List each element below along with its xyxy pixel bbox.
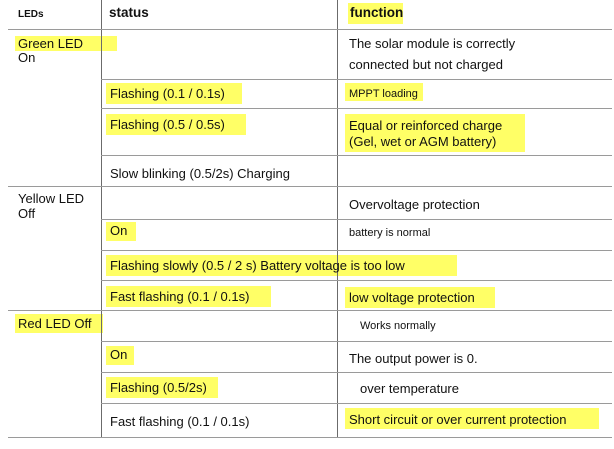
- status-cell: Flashing slowly (0.5 / 2 s) Battery voltage is too low: [110, 258, 405, 273]
- row-rule: [101, 341, 612, 342]
- row-rule: [101, 372, 612, 373]
- status-cell: Fast flashing (0.1 / 0.1s): [110, 414, 250, 429]
- status-cell: Flashing (0.1 / 0.1s): [110, 86, 225, 101]
- status-cell: Fast flashing (0.1 / 0.1s): [110, 289, 250, 304]
- group-rule: [8, 310, 612, 311]
- header-rule: [8, 29, 612, 30]
- group-rule: [8, 186, 612, 187]
- row-rule: [101, 250, 612, 251]
- row-rule: [101, 219, 612, 220]
- row-rule: [101, 79, 612, 80]
- function-cell: Works normally: [360, 320, 436, 332]
- row-rule: [101, 108, 612, 109]
- header-function: function: [350, 5, 404, 20]
- function-cell: (Gel, wet or AGM battery): [349, 134, 497, 149]
- function-cell: over temperature: [360, 381, 459, 396]
- status-cell: On: [110, 347, 128, 362]
- red-led-label: Red LED Off: [18, 316, 92, 331]
- table-bottom-rule: [8, 437, 612, 438]
- status-cell: Slow blinking (0.5/2s) Charging: [110, 166, 290, 181]
- status-cell: Flashing (0.5/2s): [110, 380, 207, 395]
- yellow-led-state: Off: [18, 206, 36, 221]
- function-cell: Short circuit or over current protection: [349, 412, 567, 427]
- function-cell: battery is normal: [349, 227, 431, 239]
- function-cell: MPPT loading: [349, 88, 418, 100]
- header-status: status: [109, 5, 149, 20]
- green-led-label: Green LED: [18, 36, 84, 51]
- row-rule: [101, 403, 612, 404]
- green-led-state: On: [18, 50, 36, 65]
- row-rule: [101, 155, 612, 156]
- function-cell: Equal or reinforced charge: [349, 118, 503, 133]
- function-cell: The output power is 0.: [349, 351, 478, 366]
- function-cell: The solar module is correctly: [349, 36, 516, 51]
- header-leds: LEDs: [18, 9, 44, 20]
- function-cell: Overvoltage protection: [349, 197, 480, 212]
- yellow-led-label: Yellow LED: [18, 191, 85, 206]
- status-cell: On: [110, 223, 128, 238]
- status-cell: Flashing (0.5 / 0.5s): [110, 117, 225, 132]
- function-cell: low voltage protection: [349, 290, 475, 305]
- row-rule: [101, 280, 612, 281]
- function-cell: connected but not charged: [349, 57, 503, 72]
